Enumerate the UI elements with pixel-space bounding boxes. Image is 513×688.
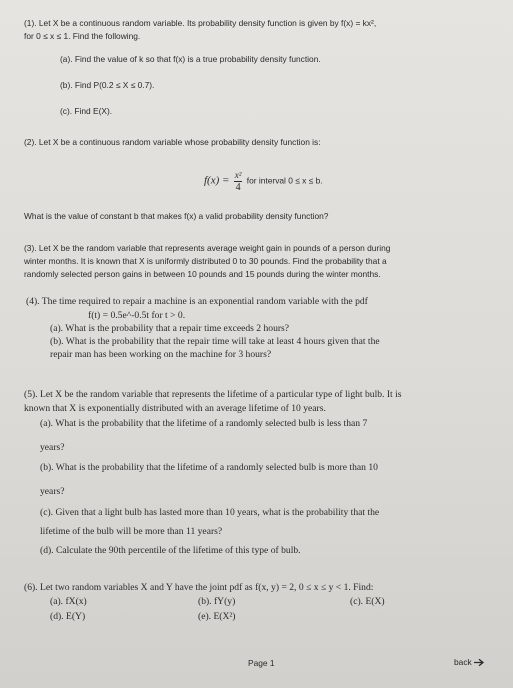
problem-1-stem: (1). Let X be a continuous random variable. Its probability density function is given by f(x) = kx², (24, 18, 377, 28)
problem-4-part-b-cont: repair man has been working on the machine for 3 hours? (50, 349, 272, 360)
problem-2-interval: for interval 0 ≤ x ≤ b. (246, 175, 323, 186)
problem-5-part-b-cont: years? (40, 486, 65, 497)
problem-1-part-b: (b). Find P(0.2 ≤ X ≤ 0.7). (60, 80, 155, 90)
problem-2-stem: (2). Let X be a continuous random variable whose probability density function is: (24, 137, 321, 147)
problem-5-stem: (5). Let X be the random variable that represents the lifetime of a particular type of light bulb. It is (24, 389, 402, 400)
problem-6-stem: (6). Let two random variables X and Y have the joint pdf as f(x, y) = 2, 0 ≤ x ≤ y < 1. Find: (24, 582, 374, 593)
problem-6-part-d: (d). E(Y) (50, 611, 86, 622)
back-link[interactable] (454, 657, 485, 667)
problem-5-part-c: (c). Given that a light bulb has lasted more than 10 years, what is the probability that the (40, 507, 380, 518)
problem-6-part-b: (b). fY(y) (198, 596, 236, 607)
arrow-right-icon (474, 658, 485, 667)
problem-6-part-a: (a). fX(x) (50, 596, 87, 607)
problem-4-pdf: f(t) = 0.5e^-0.5t for t > 0. (88, 310, 186, 321)
back-link-label: back (454, 657, 472, 667)
problem-1-part-c: (c). Find E(X). (60, 106, 113, 116)
problem-6-part-e: (e). E(X²) (198, 611, 236, 622)
problem-2-fraction (234, 170, 243, 193)
problem-3-line-1: (3). Let X be the random variable that represents average weight gain in pounds of a person during (24, 243, 391, 253)
problem-3-line-2: winter months. It is known that X is uniformly distributed 0 to 30 pounds. Find the probability that a (24, 256, 387, 266)
problem-6-part-c: (c). E(X) (350, 596, 385, 607)
problem-5-part-a: (a). What is the probability that the lifetime of a randomly selected bulb is less than 7 (40, 418, 368, 429)
problem-2-formula-lhs: f(x) = (204, 174, 230, 187)
problem-4-stem: (4). The time required to repair a machine is an exponential random variable with the pdf (26, 296, 368, 307)
problem-4-part-b: (b). What is the probability that the repair time will take at least 4 hours given that the (50, 336, 380, 347)
problem-2-question: What is the value of constant b that makes f(x) a valid probability density function? (24, 211, 329, 221)
problem-2-formula (204, 170, 323, 193)
problem-5-part-a-cont: years? (40, 442, 65, 453)
problem-1-part-a: (a). Find the value of k so that f(x) is a true probability density function. (60, 54, 321, 64)
problem-5-part-c-cont: lifetime of the bulb will be more than 11 years? (40, 526, 223, 537)
problem-1-domain: for 0 ≤ x ≤ 1. Find the following. (24, 31, 141, 41)
problem-5-part-d: (d). Calculate the 90th percentile of the lifetime of this type of bulb. (40, 545, 301, 556)
problem-5-stem-cont: known that X is exponentially distributed with an average lifetime of 10 years. (24, 403, 326, 414)
problem-5-part-b: (b). What is the probability that the lifetime of a randomly selected bulb is more than 10 (40, 462, 378, 473)
problem-2-fraction-denominator: 4 (235, 182, 241, 193)
problem-3-line-3: randomly selected person gains in between 10 pounds and 15 pounds during the winter months. (24, 269, 381, 279)
page-number: Page 1 (248, 658, 275, 668)
problem-2-fraction-numerator: x² (234, 170, 242, 180)
problem-4-part-a: (a). What is the probability that a repair time exceeds 2 hours? (50, 323, 290, 334)
